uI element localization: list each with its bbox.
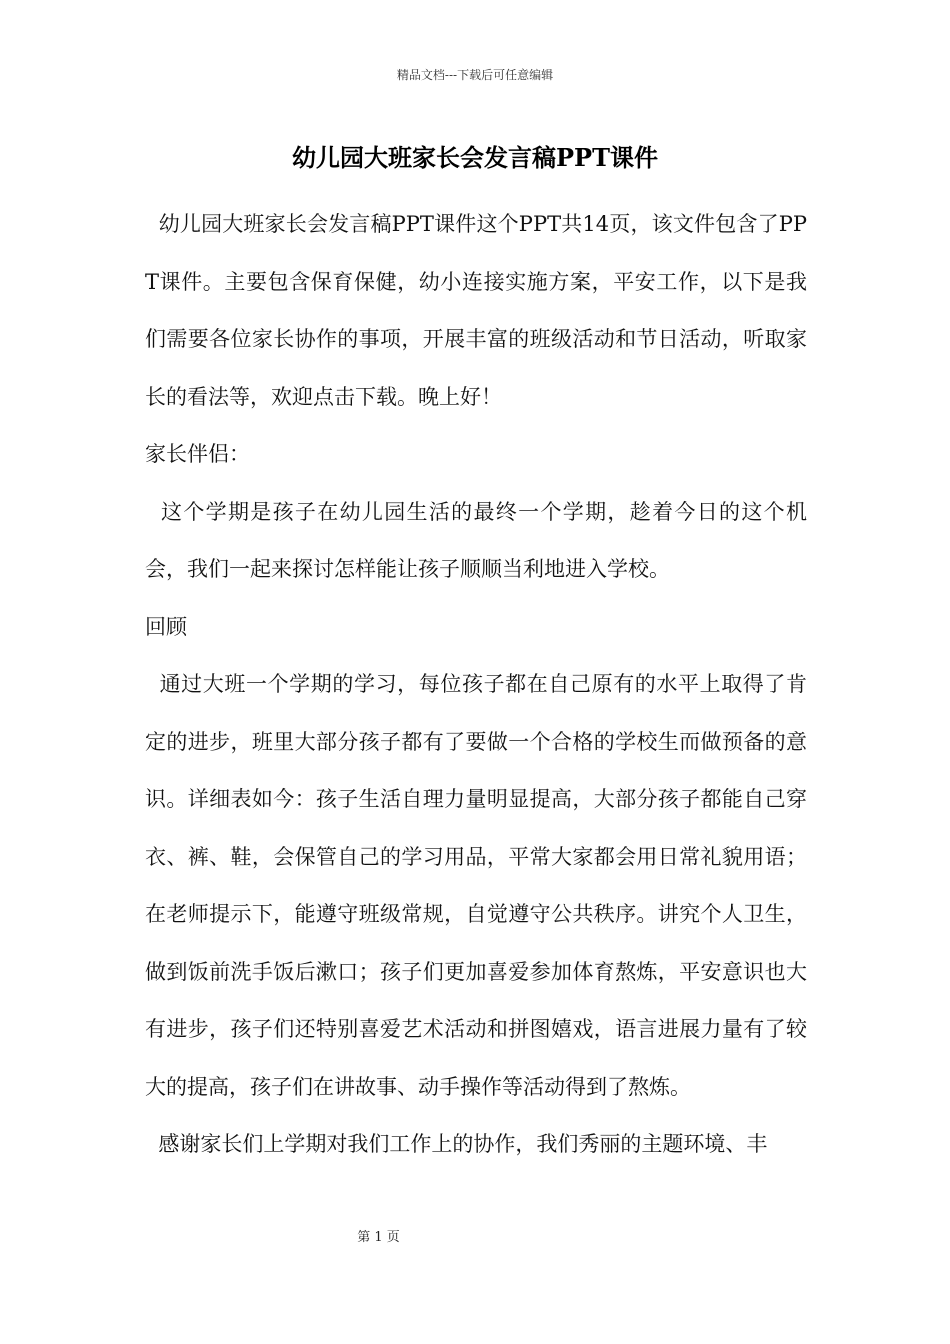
document-title: 幼儿园大班家长会发言稿PPT课件 — [292, 143, 658, 172]
paragraph-opening: 这个学期是孩子在幼儿园生活的最终一个学期，趁着今日的这个机会，我们一起来探讨怎样能让孩子顺顺当利地进入学校。 — [145, 499, 807, 581]
section-heading-review: 回顾 — [145, 614, 187, 639]
page-number: 第 1 页 — [357, 1230, 400, 1245]
paragraph-salutation: 家长伴侣： — [145, 442, 250, 466]
paragraph-intro: 幼儿园大班家长会发言稿PPT课件这个PPT共14页，该文件包含了PPT课件。主要包含保育保健，幼小连接实施方案，平安工作，以下是我们需要各位家长协作的事项，开展丰富的班级活动和节日活动，听取家长的看法等，欢迎点击下载。晚上好！ — [145, 212, 808, 409]
paragraph-review: 通过大班一个学期的学习，每位孩子都在自己原有的水平上取得了肯定的进步，班里大部分孩子都有了要做一个合格的学校生而做预备的意识。详细表如今：孩子生活自理力量明显提高，大部分孩子都能自己穿衣、裤、鞋，会保管自己的学习用品，平常大家都会用日常礼貌用语；在老师提示下，能遵守班级常规，自觉遵守公共秩序。讲究个人卫生，做到饭前洗手饭后漱口；孩子们更加喜爱参加体育熬炼，平安意识也大有进步，孩子们还特别喜爱艺术活动和拼图嬉戏，语言进展力量有了较大的提高，孩子们在讲故事、动手操作等活动得到了熬炼。 — [145, 672, 807, 1099]
paragraph-thanks: 感谢家长们上学期对我们工作上的协作，我们秀丽的主题环境、丰 — [145, 1132, 768, 1156]
document-body — [145, 196, 807, 1174]
page-header: 精品文档---下载后可任意编辑 — [396, 68, 554, 82]
